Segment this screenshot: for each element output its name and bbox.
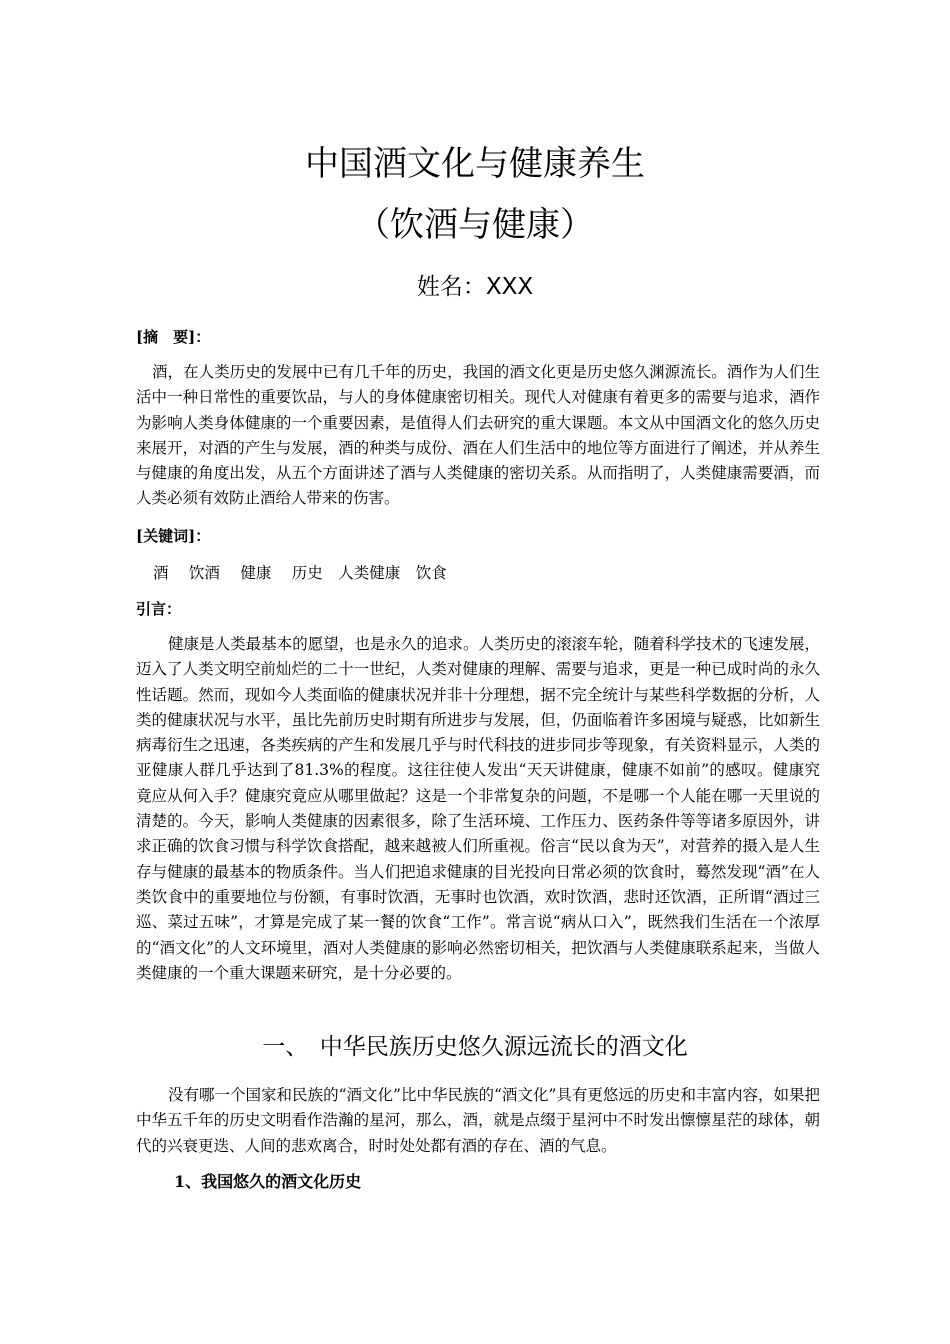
keywords-label: [关键词]： xyxy=(136,527,211,545)
intro-label: 引言： xyxy=(136,600,182,618)
document-title: 中国酒文化与健康养生 xyxy=(305,144,645,184)
section-heading: 一、 中华民族历史悠久源远流长的酒文化 xyxy=(262,1034,688,1060)
document-subtitle: （饮酒与健康） xyxy=(356,205,594,245)
keywords-list: 酒 饮酒 健康 历史 人类健康 饮食 xyxy=(153,564,447,582)
abstract-label: [摘 要]： xyxy=(136,328,211,346)
section-paragraph: 没有哪一个国家和民族的“酒文化”比中华民族的“酒文化”具有更悠远的历史和丰富内容，如果把中华五千年的历史文明看作浩瀚的星河，那么，酒，就是点缀于星河中不时发出懔懔星茫的球体，朝代的兴衰更迭、人间的悲欢离合，时时处处都有酒的存在、酒的气息。 xyxy=(136,1086,820,1155)
intro-paragraph: 健康是人类最基本的愿望，也是永久的追求。人类历史的滚滚车轮，随着科学技术的飞速发展，迈入了人类文明空前灿烂的二十一世纪，人类对健康的理解、需要与追求，更是一种已成时尚的永久性话题。然而，现如今人类面临的健康状况并非十分理想，据不完全统计与某些科学数据的分析，人类的健康状况与水平，虽比先前历史时期有所进步与发展，但，仍面临着许多困境与疑惑，比如新生病毒衍生之迅速，各类疾病的产生和发展几乎与时代科技的进步同步等现象，有关资料显示，人类的亚健康人群几乎达到了81.3%的程度。这往往使人发出“天天讲健康，健康不如前”的感叹。健康究竟应从何入手？健康究竟应从哪里做起？这是一个非常复杂的问题，不是哪一个人能在哪一天里说的清楚的。今天，影响人类健康的因素很多，除了生活环境、工作压力、医药条件等等诸多原因外，讲求正确的饮食习惯与科学饮食搭配，越来越被人们所重视。俗言“民以食为天”，对营养的摄入是人生存与健康的最基本的物质条件。当人们把追求健康的目光投向日常必须的饮食时，蓦然发现“酒”在人类饮食中的重要地位与份额，有事时饮酒，无事时也饮酒，欢时饮酒，悲时还饮酒，正所谓“酒过三巡、菜过五味”，才算是完成了某一餐的饮食“工作”。常言说“病从口入”，既然我们生活在一个浓厚的“酒文化”的人文环境里，酒对人类健康的影响必然密切相关，把饮酒与人类健康联系起来，当做人类健康的一个重大课题来研究，是十分必要的。 xyxy=(136,635,820,982)
subsection-heading: 1、我国悠久的酒文化历史 xyxy=(174,1172,362,1191)
author-name: 姓名：XXX xyxy=(416,274,534,300)
abstract-paragraph: 酒，在人类历史的发展中已有几千年的历史，我国的酒文化更是历史悠久渊源流长。酒作为人们生活中一种日常性的重要饮品，与人的身体健康密切相关。现代人对健康有着更多的需要与追求，酒作为影响人类身体健康的一个重要因素，是值得人们去研究的重大课题。本文从中国酒文化的悠久历史来展开，对酒的产生与发展，酒的种类与成份、酒在人们生活中的地位等方面进行了阐述，并从养生与健康的角度出发，从五个方面讲述了酒与人类健康的密切关系。从而指明了，人类健康需要酒，而人类必须有效防止酒给人带来的伤害。 xyxy=(136,363,820,508)
